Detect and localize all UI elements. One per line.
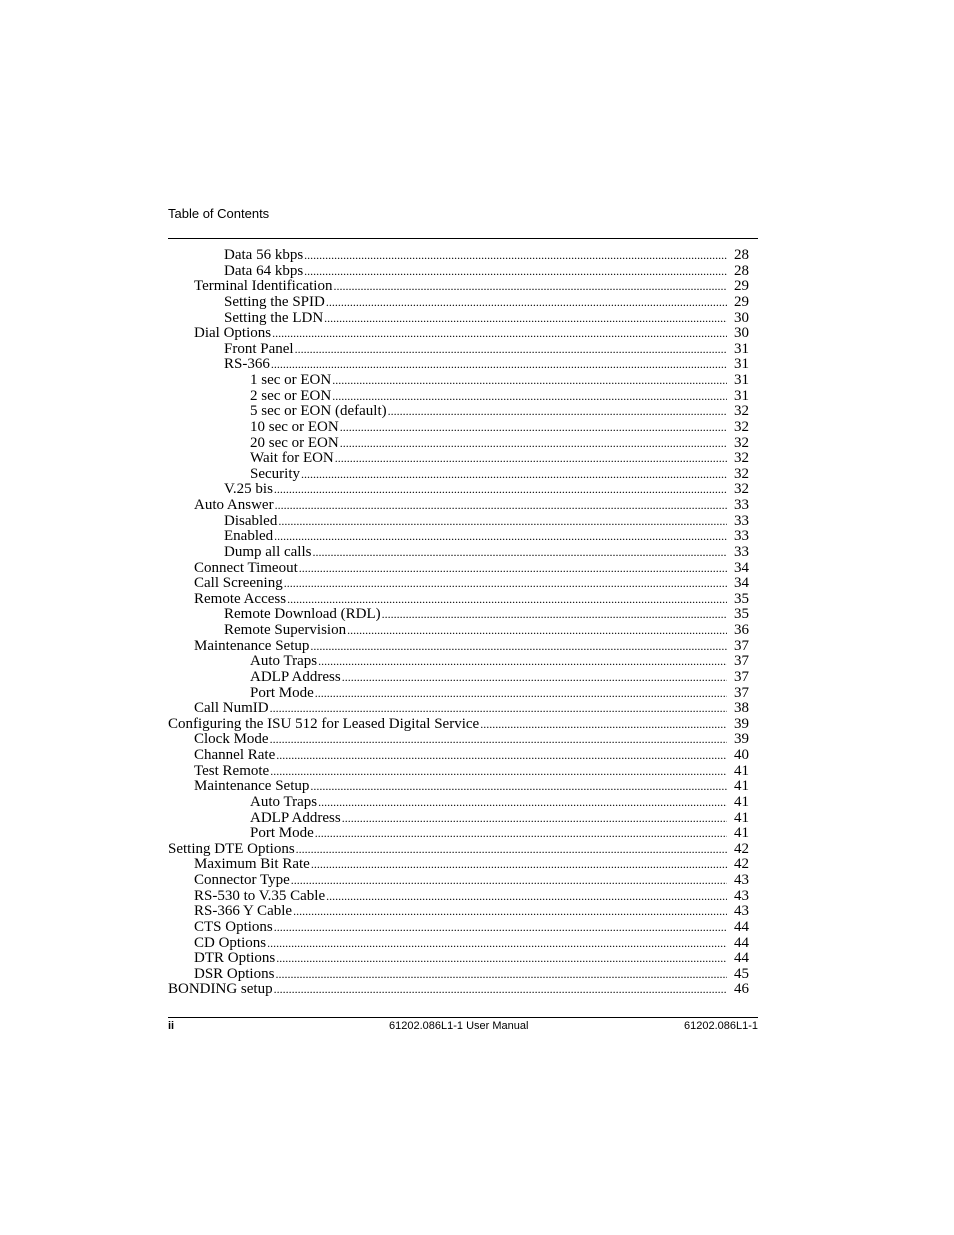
- toc-entry[interactable]: [168, 311, 749, 327]
- toc-entry-page: 32: [734, 450, 749, 467]
- toc-entry[interactable]: [168, 701, 749, 717]
- toc-entry-page: 34: [734, 559, 749, 576]
- toc-dot-leader: [287, 592, 727, 608]
- toc-entry[interactable]: [168, 717, 749, 733]
- toc-entry[interactable]: [168, 873, 749, 889]
- toc-entry-label: Call Screening: [194, 575, 283, 592]
- toc-entry-page: 33: [734, 512, 749, 529]
- toc-entry-label: 10 sec or EON: [250, 418, 339, 435]
- page-header-title: Table of Contents: [168, 206, 270, 221]
- toc-dot-leader: [318, 654, 727, 670]
- toc-entry-label: Security: [250, 465, 300, 482]
- toc-entry-page: 34: [734, 575, 749, 592]
- toc-dot-leader: [332, 373, 727, 389]
- toc-entry[interactable]: [168, 654, 749, 670]
- toc-entry-page: 36: [734, 622, 749, 638]
- toc-entry-page: 29: [734, 278, 749, 295]
- toc-entry-page: 37: [734, 637, 749, 654]
- toc-entry-page: 33: [734, 543, 749, 560]
- toc-entry-page: 44: [734, 950, 749, 967]
- toc-entry[interactable]: [168, 295, 749, 311]
- toc-entry[interactable]: [168, 842, 749, 858]
- toc-entry-label: ADLP Address: [250, 809, 341, 826]
- toc-entry-label: Enabled: [224, 528, 274, 545]
- toc-dot-leader: [347, 623, 727, 639]
- footer-document-number: 61202.086L1-1: [683, 1020, 758, 1032]
- toc-entry-page: 35: [734, 606, 749, 623]
- toc-dot-leader: [275, 967, 727, 983]
- toc-entry-label: RS-366 Y Cable: [194, 903, 293, 920]
- toc-dot-leader: [293, 904, 727, 920]
- toc-entry-page: 43: [734, 903, 749, 920]
- toc-entry[interactable]: [168, 482, 749, 498]
- toc-dot-leader: [333, 279, 727, 295]
- toc-entry-page: 42: [734, 840, 749, 857]
- toc-entry[interactable]: [168, 529, 749, 545]
- toc-entry-label: RS-530 to V.35 Cable: [194, 887, 326, 904]
- toc-dot-leader: [382, 607, 727, 623]
- toc-entry-label: Terminal Identification: [194, 278, 333, 295]
- toc-entry[interactable]: [168, 748, 749, 764]
- toc-entry-page: 29: [734, 293, 749, 310]
- toc-entry-label: Test Remote: [194, 762, 270, 779]
- toc-entry-page: 31: [734, 340, 749, 357]
- toc-dot-leader: [335, 451, 727, 467]
- toc-dot-leader: [270, 764, 727, 780]
- header-divider: [168, 238, 758, 239]
- toc-entry[interactable]: [168, 326, 749, 342]
- toc-entry-label: Connector Type: [194, 872, 290, 888]
- toc-entry-label: DSR Options: [194, 965, 275, 982]
- toc-entry[interactable]: [168, 936, 749, 952]
- toc-entry-label: Call NumID: [194, 700, 269, 717]
- toc-dot-leader: [296, 842, 727, 858]
- toc-dot-leader: [311, 857, 727, 873]
- toc-dot-leader: [270, 701, 727, 717]
- toc-dot-leader: [310, 779, 727, 795]
- toc-entry-label: Front Panel: [224, 340, 294, 357]
- toc-entry-page: 43: [734, 887, 749, 904]
- toc-entry-page: 32: [734, 465, 749, 482]
- toc-dot-leader: [318, 795, 727, 811]
- toc-entry[interactable]: [168, 373, 749, 389]
- toc-entry-page: 41: [734, 825, 749, 842]
- toc-entry-page: 28: [734, 262, 749, 279]
- toc-entry-label: Remote Supervision: [224, 622, 347, 638]
- toc-dot-leader: [304, 264, 727, 280]
- toc-entry-label: 5 sec or EON (default): [250, 403, 387, 420]
- toc-entry-label: Auto Traps: [250, 653, 318, 670]
- toc-entry-page: 39: [734, 731, 749, 748]
- toc-dot-leader: [342, 811, 727, 827]
- toc-dot-leader: [271, 357, 727, 373]
- toc-entry-page: 32: [734, 418, 749, 435]
- footer-document-title: 61202.086L1-1 User Manual: [389, 1020, 529, 1032]
- toc-entry[interactable]: [168, 920, 749, 936]
- toc-dot-leader: [295, 342, 727, 358]
- toc-entry-label: ADLP Address: [250, 668, 341, 685]
- toc-entry-label: Connect Timeout: [194, 559, 298, 576]
- footer-divider: [168, 1017, 758, 1018]
- toc-dot-leader: [278, 514, 727, 530]
- toc-entry-page: 31: [734, 372, 749, 388]
- toc-entry[interactable]: [168, 279, 749, 295]
- toc-entry-page: 42: [734, 856, 749, 873]
- toc-entry[interactable]: [168, 967, 749, 983]
- toc-entry-label: 20 sec or EON: [250, 434, 339, 451]
- toc-dot-leader: [267, 936, 727, 952]
- toc-entry[interactable]: [168, 545, 749, 561]
- toc-entry[interactable]: [168, 795, 749, 811]
- toc-dot-leader: [342, 670, 727, 686]
- toc-entry[interactable]: [168, 732, 749, 748]
- toc-entry[interactable]: [168, 889, 749, 905]
- table-of-contents: [168, 248, 749, 998]
- toc-entry[interactable]: [168, 982, 749, 998]
- toc-entry[interactable]: [168, 561, 749, 577]
- toc-entry[interactable]: [168, 264, 749, 280]
- toc-entry[interactable]: [168, 436, 749, 452]
- toc-entry-page: 44: [734, 918, 749, 935]
- toc-entry-page: 37: [734, 684, 749, 701]
- toc-dot-leader: [326, 295, 727, 311]
- toc-dot-leader: [275, 498, 727, 514]
- toc-entry-label: Setting the SPID: [224, 293, 325, 310]
- toc-entry-page: 37: [734, 653, 749, 670]
- toc-dot-leader: [274, 920, 727, 936]
- footer-page-number: ii: [168, 1020, 175, 1032]
- toc-entry[interactable]: [168, 576, 749, 592]
- toc-entry[interactable]: [168, 451, 749, 467]
- toc-entry-page: 32: [734, 403, 749, 420]
- toc-entry[interactable]: [168, 420, 749, 436]
- toc-entry-page: 39: [734, 715, 749, 732]
- toc-entry-page: 43: [734, 872, 749, 888]
- toc-entry-page: 41: [734, 778, 749, 795]
- toc-entry[interactable]: [168, 686, 749, 702]
- toc-entry-label: CD Options: [194, 934, 267, 951]
- toc-entry-page: 44: [734, 934, 749, 951]
- toc-dot-leader: [299, 561, 727, 577]
- toc-entry[interactable]: [168, 811, 749, 827]
- toc-entry-page: 41: [734, 809, 749, 826]
- toc-dot-leader: [274, 529, 727, 545]
- toc-entry-label: DTR Options: [194, 950, 276, 967]
- toc-entry-label: Wait for EON: [250, 450, 334, 467]
- toc-entry[interactable]: [168, 498, 749, 514]
- toc-dot-leader: [326, 889, 727, 905]
- toc-entry-label: 2 sec or EON: [250, 387, 332, 404]
- toc-dot-leader: [274, 482, 727, 498]
- toc-dot-leader: [272, 326, 727, 342]
- toc-entry-label: Disabled: [224, 512, 278, 529]
- toc-entry-label: Clock Mode: [194, 731, 269, 748]
- toc-entry-label: Configuring the ISU 512 for Leased Digital Service: [168, 715, 480, 732]
- toc-entry-page: 28: [734, 247, 749, 263]
- toc-dot-leader: [315, 686, 727, 702]
- toc-dot-leader: [340, 436, 727, 452]
- toc-entry[interactable]: [168, 342, 749, 358]
- toc-dot-leader: [324, 311, 727, 327]
- toc-dot-leader: [291, 873, 727, 889]
- toc-entry[interactable]: [168, 857, 749, 873]
- toc-entry[interactable]: [168, 623, 749, 639]
- toc-entry-page: 41: [734, 793, 749, 810]
- toc-entry-label: V.25 bis: [224, 481, 273, 498]
- toc-entry-page: 32: [734, 434, 749, 451]
- toc-entry-page: 31: [734, 356, 749, 373]
- toc-entry-label: Remote Access: [194, 590, 287, 607]
- toc-entry[interactable]: [168, 764, 749, 780]
- toc-dot-leader: [312, 545, 727, 561]
- toc-entry[interactable]: [168, 779, 749, 795]
- toc-entry[interactable]: [168, 248, 749, 264]
- toc-entry-label: Maintenance Setup: [194, 778, 310, 795]
- toc-entry[interactable]: [168, 951, 749, 967]
- toc-dot-leader: [284, 576, 727, 592]
- toc-entry-page: 37: [734, 668, 749, 685]
- toc-dot-leader: [340, 420, 727, 436]
- toc-entry-label: Auto Answer: [194, 497, 274, 513]
- toc-entry-label: Remote Download (RDL): [224, 606, 381, 623]
- toc-entry[interactable]: [168, 607, 749, 623]
- toc-entry-label: Maintenance Setup: [194, 637, 310, 654]
- toc-entry-page: 40: [734, 747, 749, 763]
- toc-entry-label: Dial Options: [194, 325, 272, 342]
- toc-entry[interactable]: [168, 592, 749, 608]
- toc-entry-page: 30: [734, 309, 749, 326]
- toc-entry-label: CTS Options: [194, 918, 273, 935]
- toc-dot-leader: [304, 248, 727, 264]
- toc-entry-label: Channel Rate: [194, 747, 276, 763]
- toc-dot-leader: [301, 467, 727, 483]
- toc-entry-label: 1 sec or EON: [250, 372, 332, 388]
- toc-dot-leader: [332, 389, 727, 405]
- toc-dot-leader: [480, 717, 727, 733]
- toc-entry-label: Port Mode: [250, 684, 314, 701]
- toc-dot-leader: [276, 748, 727, 764]
- toc-entry-label: Dump all calls: [224, 543, 312, 560]
- toc-entry-label: Data 64 kbps: [224, 262, 304, 279]
- toc-entry-label: RS-366: [224, 356, 270, 373]
- toc-entry[interactable]: [168, 826, 749, 842]
- toc-dot-leader: [310, 639, 727, 655]
- toc-entry-page: 33: [734, 528, 749, 545]
- toc-dot-leader: [270, 732, 727, 748]
- toc-entry-page: 30: [734, 325, 749, 342]
- toc-entry-label: Port Mode: [250, 825, 314, 842]
- toc-dot-leader: [388, 404, 727, 420]
- toc-entry-label: Setting DTE Options: [168, 840, 295, 857]
- toc-entry-page: 46: [734, 981, 749, 998]
- toc-entry[interactable]: [168, 357, 749, 373]
- toc-entry[interactable]: [168, 514, 749, 530]
- toc-entry[interactable]: [168, 467, 749, 483]
- toc-entry-page: 38: [734, 700, 749, 717]
- toc-entry-page: 31: [734, 387, 749, 404]
- toc-dot-leader: [274, 982, 727, 998]
- toc-entry-page: 32: [734, 481, 749, 498]
- toc-dot-leader: [315, 826, 727, 842]
- toc-entry-label: Maximum Bit Rate: [194, 856, 310, 873]
- toc-entry-page: 45: [734, 965, 749, 982]
- toc-entry[interactable]: [168, 389, 749, 405]
- toc-entry-label: Auto Traps: [250, 793, 318, 810]
- toc-dot-leader: [276, 951, 727, 967]
- toc-entry[interactable]: [168, 404, 749, 420]
- toc-entry-page: 33: [734, 497, 749, 513]
- toc-entry-label: BONDING setup: [168, 981, 273, 998]
- toc-entry[interactable]: [168, 904, 749, 920]
- toc-entry-label: Data 56 kbps: [224, 247, 304, 263]
- toc-entry[interactable]: [168, 670, 749, 686]
- toc-entry-page: 35: [734, 590, 749, 607]
- toc-entry-label: Setting the LDN: [224, 309, 324, 326]
- toc-entry-page: 41: [734, 762, 749, 779]
- toc-entry[interactable]: [168, 639, 749, 655]
